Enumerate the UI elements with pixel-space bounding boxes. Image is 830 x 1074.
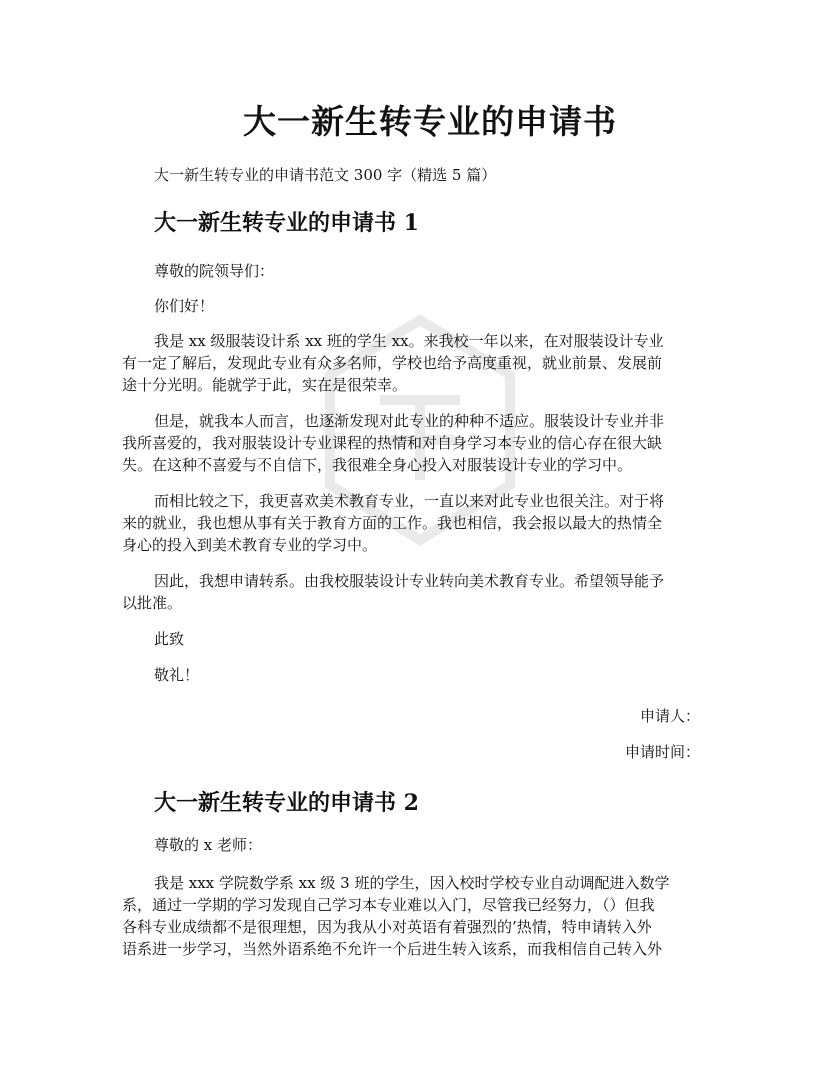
paragraph-line: 途十分光明。能就学于此，实在是很荣幸。 [122, 376, 408, 394]
letter1-greeting: 你们好！ [154, 297, 215, 315]
paragraph-line: 失。在这种不喜爱与不自信下，我很难全身心投入对服装设计专业的学习中。 [122, 456, 633, 474]
paragraph-line: 但是，就我本人而言，也逐渐发现对此专业的种种不适应。服装设计专业并非 [154, 412, 665, 430]
document-title: 大一新生转专业的申请书 [243, 102, 617, 141]
application-date-label: 申请时间： [624, 743, 700, 761]
letter2-salutation: 尊敬的 x 老师： [154, 836, 262, 854]
letter1-salutation: 尊敬的院领导们： [154, 262, 275, 280]
paragraph-line: 以批准。 [122, 594, 183, 612]
paragraph-line: 语系进一步学习，当然外语系绝不允许一个后进生转入该系，而我相信自己转入外 [122, 940, 663, 958]
paragraph-line: 我是 xx 级服装设计系 xx 班的学生 xx。来我校一年以来，在对服装设计专业 [154, 332, 664, 350]
letter1-closing-2: 敬礼！ [154, 666, 200, 684]
document-subtitle: 大一新生转专业的申请书范文 300 字（精选 5 篇） [154, 166, 497, 184]
paragraph-line: 因此，我想申请转系。由我校服装设计专业转向美术教育专业。希望领导能予 [154, 572, 665, 590]
paragraph-line: 来的就业，我也想从事有关于教育方面的工作。我也相信，我会报以最大的热情全 [122, 514, 663, 532]
paragraph-line: 系，通过一学期的学习发现自己学习本专业难以入门，尽管我已经努力，（）但我 [122, 896, 655, 914]
letter2-heading: 大一新生转专业的申请书 2 [154, 790, 419, 816]
letter1-heading: 大一新生转专业的申请书 1 [154, 210, 419, 236]
paragraph-line: 而相比较之下，我更喜欢美术教育专业，一直以来对此专业也很关注。对于将 [154, 492, 665, 510]
letter1-closing-1: 此致 [154, 630, 185, 648]
paragraph-line: 我所喜爱的，我对服装设计专业课程的热情和对自身学习本专业的信心存在很大缺 [122, 434, 663, 452]
paragraph-line: 各科专业成绩都不是很理想，因为我从小对英语有着强烈的’热情，特申请转入外 [122, 918, 652, 936]
applicant-label: 申请人： [639, 707, 700, 725]
paragraph-line: 身心的投入到美术教育专业的学习中。 [122, 536, 378, 554]
paragraph-line: 有一定了解后，发现此专业有众多名师，学校也给予高度重视，就业前景、发展前 [122, 354, 663, 372]
paragraph-line: 我是 xxx 学院数学系 xx 级 3 班的学生，因入校时学校专业自动调配进入数学 [154, 874, 670, 892]
